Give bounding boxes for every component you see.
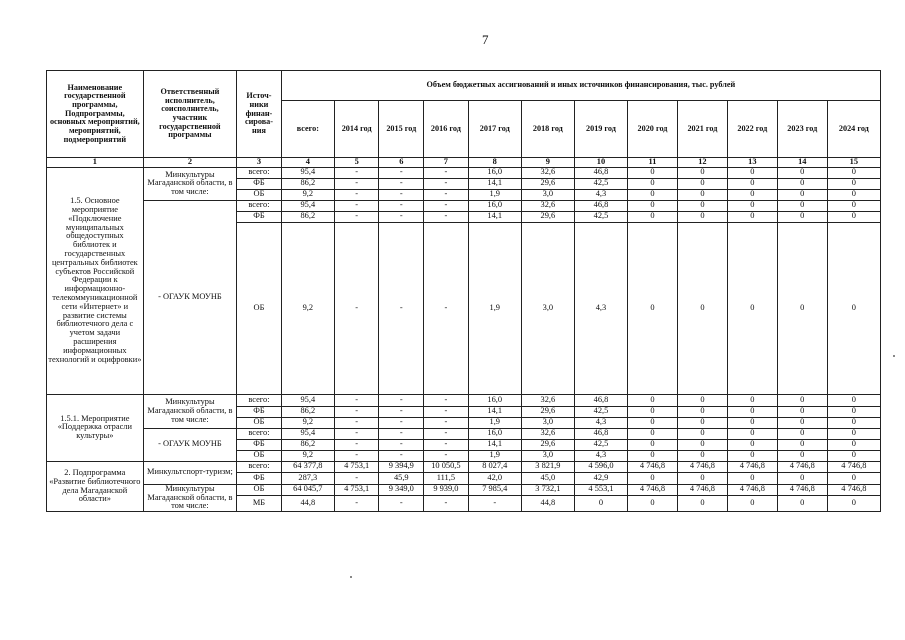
value-cell: 16,0 [468, 394, 521, 406]
value-cell: - [334, 472, 379, 484]
value-cell: 0 [777, 211, 827, 222]
value-cell: 0 [727, 428, 777, 439]
value-cell: 0 [677, 222, 727, 394]
column-number: 4 [281, 158, 334, 168]
value-cell: 0 [677, 200, 727, 211]
value-cell: 1,9 [468, 189, 521, 200]
column-number: 2 [143, 158, 236, 168]
header-year: 2022 год [727, 101, 777, 158]
value-cell: - [424, 222, 469, 394]
value-cell: - [334, 428, 379, 439]
source-cell: ОБ [237, 189, 282, 200]
header-total: всего: [281, 101, 334, 158]
source-cell: всего: [237, 167, 282, 178]
value-cell: 4 746,8 [777, 461, 827, 472]
value-cell: 0 [628, 450, 678, 461]
column-number: 13 [727, 158, 777, 168]
value-cell: 4 746,8 [827, 461, 880, 472]
value-cell: - [379, 200, 424, 211]
responsible-main: Минкультуры Магаданской области, в том числе: [143, 167, 236, 200]
value-cell: 95,4 [281, 394, 334, 406]
value-cell: 9 349,0 [379, 484, 424, 495]
value-cell: 0 [777, 406, 827, 417]
value-cell: 0 [677, 495, 727, 511]
responsible-main: Минкультуры Магаданской области, в том числе: [143, 394, 236, 428]
value-cell: 4 746,8 [727, 484, 777, 495]
value-cell: 3 732,1 [521, 484, 574, 495]
value-cell: - [424, 394, 469, 406]
value-cell: - [334, 450, 379, 461]
value-cell: - [334, 406, 379, 417]
value-cell: 32,6 [521, 167, 574, 178]
value-cell: 46,8 [574, 200, 627, 211]
value-cell: 0 [777, 472, 827, 484]
value-cell: - [424, 450, 469, 461]
value-cell: 0 [574, 495, 627, 511]
header-row-1 [47, 71, 881, 101]
value-cell: 0 [677, 178, 727, 189]
source-cell: МБ [237, 495, 282, 511]
value-cell: - [424, 439, 469, 450]
value-cell: 29,6 [521, 211, 574, 222]
table-row [47, 461, 881, 472]
value-cell: 0 [628, 495, 678, 511]
value-cell: 29,6 [521, 178, 574, 189]
column-number: 7 [424, 158, 469, 168]
value-cell: 0 [827, 394, 880, 406]
value-cell: 14,1 [468, 211, 521, 222]
value-cell: 0 [628, 200, 678, 211]
value-cell: 32,6 [521, 200, 574, 211]
header-year: 2014 год [334, 101, 379, 158]
value-cell: 0 [677, 189, 727, 200]
value-cell: 9 394,9 [379, 461, 424, 472]
responsible-sub: - ОГАУК МОУНБ [143, 200, 236, 394]
value-cell: 0 [628, 472, 678, 484]
value-cell: 4,3 [574, 450, 627, 461]
value-cell: 95,4 [281, 200, 334, 211]
value-cell: 0 [628, 211, 678, 222]
source-cell: ОБ [237, 222, 282, 394]
value-cell: - [379, 167, 424, 178]
value-cell: 0 [777, 450, 827, 461]
value-cell: - [424, 189, 469, 200]
value-cell: 0 [727, 178, 777, 189]
source-cell: всего: [237, 394, 282, 406]
value-cell: 0 [727, 211, 777, 222]
value-cell: - [424, 495, 469, 511]
value-cell: - [379, 495, 424, 511]
value-cell: 42,5 [574, 178, 627, 189]
page-number: 7 [482, 32, 489, 47]
value-cell: 42,5 [574, 211, 627, 222]
value-cell: 0 [677, 406, 727, 417]
value-cell: 4,3 [574, 417, 627, 428]
value-cell: - [379, 417, 424, 428]
value-cell: 0 [827, 450, 880, 461]
value-cell: 64 045,7 [281, 484, 334, 495]
value-cell: 3,0 [521, 417, 574, 428]
value-cell: 0 [677, 211, 727, 222]
value-cell: 0 [777, 439, 827, 450]
value-cell: 3,0 [521, 189, 574, 200]
value-cell: 7 985,4 [468, 484, 521, 495]
column-number: 15 [827, 158, 880, 168]
header-year: 2015 год [379, 101, 424, 158]
column-number: 14 [777, 158, 827, 168]
value-cell: 0 [777, 428, 827, 439]
value-cell: 0 [827, 178, 880, 189]
value-cell: 0 [727, 450, 777, 461]
value-cell: - [334, 189, 379, 200]
value-cell: 0 [827, 167, 880, 178]
value-cell: 86,2 [281, 439, 334, 450]
header-year: 2018 год [521, 101, 574, 158]
value-cell: 14,1 [468, 439, 521, 450]
value-cell: 0 [727, 222, 777, 394]
source-cell: всего: [237, 461, 282, 472]
header-year: 2020 год [628, 101, 678, 158]
value-cell: 44,8 [281, 495, 334, 511]
header-source: Источ-ники финан-сирова-ния [237, 71, 282, 158]
table-row [47, 167, 881, 178]
value-cell: 10 050,5 [424, 461, 469, 472]
value-cell: 86,2 [281, 178, 334, 189]
value-cell: 42,9 [574, 472, 627, 484]
value-cell: 1,9 [468, 222, 521, 394]
value-cell: - [424, 417, 469, 428]
activity-name: 1.5.1. Мероприятие «Поддержка отрасли культуры» [47, 394, 144, 461]
value-cell: 42,0 [468, 472, 521, 484]
value-cell: 9 939,0 [424, 484, 469, 495]
value-cell: 0 [777, 222, 827, 394]
value-cell: 0 [677, 439, 727, 450]
column-number: 12 [677, 158, 727, 168]
column-number: 5 [334, 158, 379, 168]
value-cell: 3,0 [521, 222, 574, 394]
value-cell: 1,9 [468, 450, 521, 461]
value-cell: 4 746,8 [677, 484, 727, 495]
source-cell: всего: [237, 200, 282, 211]
value-cell: 4 746,8 [827, 484, 880, 495]
value-cell: - [379, 406, 424, 417]
header-year: 2021 год [677, 101, 727, 158]
value-cell: 86,2 [281, 211, 334, 222]
header-year: 2024 год [827, 101, 880, 158]
value-cell: - [424, 167, 469, 178]
source-cell: всего: [237, 428, 282, 439]
activity-name: 1.5. Основное мероприятие «Подключение муниципальных общедоступных библиотек и государственных центральных библиотек субъектов Российской Федерации к информационно-телекоммуникационной сети «Интернет» и развитие системы библиотечного дела с учетом задачи расширения информационных технологий и оцифровки» [47, 167, 144, 394]
value-cell: - [379, 428, 424, 439]
value-cell: 86,2 [281, 406, 334, 417]
value-cell: 0 [827, 428, 880, 439]
value-cell: - [334, 167, 379, 178]
column-number: 9 [521, 158, 574, 168]
value-cell: 111,5 [424, 472, 469, 484]
value-cell: 46,8 [574, 428, 627, 439]
header-name: Наименование государственной программы, Подпрограммы, основных мероприятий, мероприятий, подмероприятий [47, 71, 144, 158]
header-responsible: Ответственный исполнитель, соисполнитель, участник государственной программы [143, 71, 236, 158]
value-cell: 287,3 [281, 472, 334, 484]
source-cell: ОБ [237, 417, 282, 428]
value-cell: 8 027,4 [468, 461, 521, 472]
value-cell: - [334, 178, 379, 189]
value-cell: - [424, 406, 469, 417]
value-cell: 4 553,1 [574, 484, 627, 495]
column-number: 6 [379, 158, 424, 168]
value-cell: 14,1 [468, 406, 521, 417]
value-cell: 4 746,8 [677, 461, 727, 472]
activity-name: 2. Подпрограмма «Развитие библиотечного дела Магаданской области» [47, 461, 144, 511]
value-cell: 0 [677, 472, 727, 484]
value-cell: 45,9 [379, 472, 424, 484]
value-cell: 4 746,8 [628, 461, 678, 472]
value-cell: 4 746,8 [628, 484, 678, 495]
value-cell: 0 [777, 200, 827, 211]
header-year: 2016 год [424, 101, 469, 158]
value-cell: 0 [827, 189, 880, 200]
value-cell: 0 [628, 406, 678, 417]
value-cell: 46,8 [574, 394, 627, 406]
scan-speck [893, 355, 895, 357]
header-year: 2019 год [574, 101, 627, 158]
source-cell: ФБ [237, 439, 282, 450]
source-cell: ОБ [237, 450, 282, 461]
value-cell: 9,2 [281, 450, 334, 461]
value-cell: 4,3 [574, 189, 627, 200]
value-cell: 16,0 [468, 428, 521, 439]
value-cell: 0 [777, 495, 827, 511]
value-cell: 29,6 [521, 439, 574, 450]
value-cell: - [424, 178, 469, 189]
value-cell: 0 [727, 472, 777, 484]
value-cell: - [379, 189, 424, 200]
value-cell: 32,6 [521, 428, 574, 439]
value-cell: - [379, 178, 424, 189]
source-cell: ФБ [237, 472, 282, 484]
value-cell: 0 [628, 417, 678, 428]
value-cell: 64 377,8 [281, 461, 334, 472]
value-cell: 16,0 [468, 200, 521, 211]
value-cell: - [379, 211, 424, 222]
value-cell: 16,0 [468, 167, 521, 178]
scan-speck [350, 576, 352, 578]
value-cell: - [379, 222, 424, 394]
header-funding: Объем бюджетных ассигнований и иных источников финансирования, тыс. рублей [281, 71, 880, 101]
value-cell: 0 [677, 394, 727, 406]
source-cell: ФБ [237, 406, 282, 417]
value-cell: 0 [827, 200, 880, 211]
value-cell: 0 [727, 417, 777, 428]
value-cell: - [424, 428, 469, 439]
value-cell: 0 [827, 222, 880, 394]
column-number: 3 [237, 158, 282, 168]
value-cell: 95,4 [281, 428, 334, 439]
column-number: 10 [574, 158, 627, 168]
value-cell: 0 [827, 211, 880, 222]
value-cell: 0 [777, 167, 827, 178]
value-cell: 3 821,9 [521, 461, 574, 472]
value-cell: - [379, 394, 424, 406]
value-cell: - [334, 200, 379, 211]
value-cell: 0 [677, 417, 727, 428]
value-cell: 0 [777, 178, 827, 189]
value-cell: 4,3 [574, 222, 627, 394]
value-cell: 9,2 [281, 417, 334, 428]
value-cell: 0 [628, 428, 678, 439]
value-cell: 0 [827, 406, 880, 417]
value-cell: - [379, 450, 424, 461]
table-row [47, 428, 881, 439]
column-number: 1 [47, 158, 144, 168]
value-cell: 0 [628, 178, 678, 189]
value-cell: 3,0 [521, 450, 574, 461]
value-cell: 9,2 [281, 222, 334, 394]
value-cell: 0 [827, 472, 880, 484]
value-cell: - [334, 211, 379, 222]
value-cell: 0 [727, 189, 777, 200]
table-row [47, 200, 881, 211]
value-cell: 29,6 [521, 406, 574, 417]
value-cell: 0 [727, 406, 777, 417]
value-cell: 4 753,1 [334, 484, 379, 495]
value-cell: 45,0 [521, 472, 574, 484]
budget-table [46, 70, 881, 512]
value-cell: 0 [727, 439, 777, 450]
value-cell: - [334, 222, 379, 394]
value-cell: 4 746,8 [727, 461, 777, 472]
value-cell: 0 [727, 394, 777, 406]
value-cell: 0 [827, 439, 880, 450]
responsible-sub: - ОГАУК МОУНБ [143, 428, 236, 461]
responsible-sub: Минкультуры Магаданской области, в том числе: [143, 484, 236, 511]
value-cell: 0 [628, 222, 678, 394]
value-cell: 0 [677, 428, 727, 439]
value-cell: 4 596,0 [574, 461, 627, 472]
table-row [47, 484, 881, 495]
value-cell: 0 [628, 439, 678, 450]
value-cell: - [468, 495, 521, 511]
source-cell: ФБ [237, 178, 282, 189]
value-cell: 0 [777, 417, 827, 428]
value-cell: 14,1 [468, 178, 521, 189]
value-cell: 0 [677, 167, 727, 178]
value-cell: 0 [827, 417, 880, 428]
value-cell: - [334, 439, 379, 450]
source-cell: ОБ [237, 484, 282, 495]
value-cell: - [424, 211, 469, 222]
value-cell: - [334, 417, 379, 428]
value-cell: 42,5 [574, 406, 627, 417]
value-cell: - [334, 394, 379, 406]
value-cell: 0 [727, 167, 777, 178]
value-cell: 1,9 [468, 417, 521, 428]
header-year: 2023 год [777, 101, 827, 158]
value-cell: 0 [777, 189, 827, 200]
value-cell: 0 [727, 200, 777, 211]
value-cell: 44,8 [521, 495, 574, 511]
value-cell: 0 [727, 495, 777, 511]
column-numbers-row [47, 158, 881, 168]
value-cell: 4 753,1 [334, 461, 379, 472]
value-cell: - [334, 495, 379, 511]
value-cell: 42,5 [574, 439, 627, 450]
value-cell: 0 [677, 450, 727, 461]
value-cell: 0 [628, 394, 678, 406]
responsible-main: Минкультспорт-туризм; [143, 461, 236, 484]
column-number: 11 [628, 158, 678, 168]
value-cell: - [424, 200, 469, 211]
table-row [47, 394, 881, 406]
source-cell: ФБ [237, 211, 282, 222]
value-cell: 4 746,8 [777, 484, 827, 495]
header-year: 2017 год [468, 101, 521, 158]
value-cell: 0 [628, 189, 678, 200]
value-cell: - [379, 439, 424, 450]
value-cell: 0 [628, 167, 678, 178]
value-cell: 0 [777, 394, 827, 406]
column-number: 8 [468, 158, 521, 168]
value-cell: 9,2 [281, 189, 334, 200]
value-cell: 32,6 [521, 394, 574, 406]
value-cell: 95,4 [281, 167, 334, 178]
value-cell: 46,8 [574, 167, 627, 178]
value-cell: 0 [827, 495, 880, 511]
